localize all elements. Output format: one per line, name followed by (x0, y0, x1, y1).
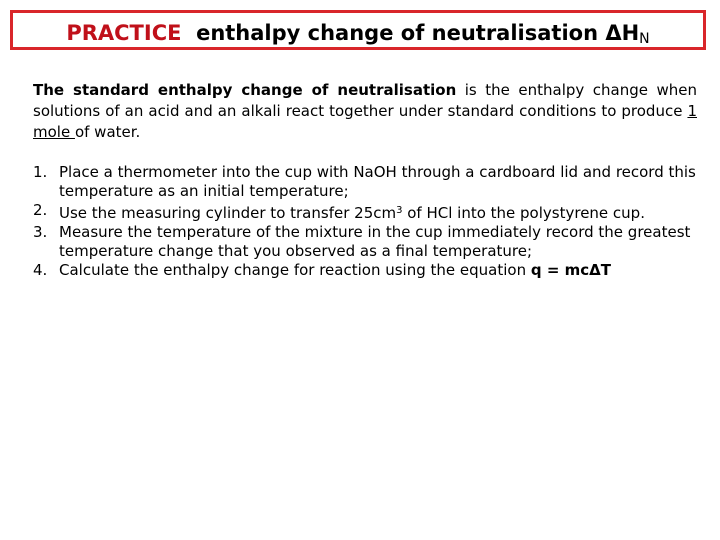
step-item-4 (33, 261, 703, 280)
step-superscript: 3 (396, 205, 403, 216)
step-text-before: Use the measuring cylinder to transfer 25cm (59, 204, 397, 222)
title-subscript: N (639, 31, 650, 47)
definition-text-1: is the enthalpy change when solutions of an acid and an alkali react together under standard conditions to produce (33, 81, 697, 120)
step-number: 3. (33, 223, 48, 241)
title-practice: PRACTICE (66, 21, 182, 45)
step-text: Place a thermometer into the cup with NaOH through a cardboard lid and record this temperature as an initial temperature; (59, 163, 696, 200)
step-text: Calculate the enthalpy change for reaction using the equation (59, 261, 531, 279)
title-text: enthalpy change of neutralisation ΔH (196, 21, 640, 45)
step-item-2 (33, 201, 703, 223)
step-equation: q = mcΔT (530, 261, 611, 279)
definition-paragraph (33, 80, 697, 143)
title-box (10, 10, 706, 50)
definition-text-2: of water. (74, 123, 141, 141)
step-number: 4. (33, 261, 48, 279)
steps-list (33, 163, 703, 280)
step-number: 1. (33, 163, 48, 181)
step-text: Measure the temperature of the mixture in the cup immediately record the greatest temperature change that you observed as a final temperature; (59, 223, 691, 260)
step-text-after: of HCl into the polystyrene cup. (402, 204, 645, 222)
step-item-3 (33, 223, 703, 261)
definition-term: The standard enthalpy change of neutralisation (33, 81, 457, 99)
step-number: 2. (33, 201, 48, 219)
definition-underlined: 1 mole (33, 102, 697, 141)
step-item-1 (33, 163, 703, 201)
